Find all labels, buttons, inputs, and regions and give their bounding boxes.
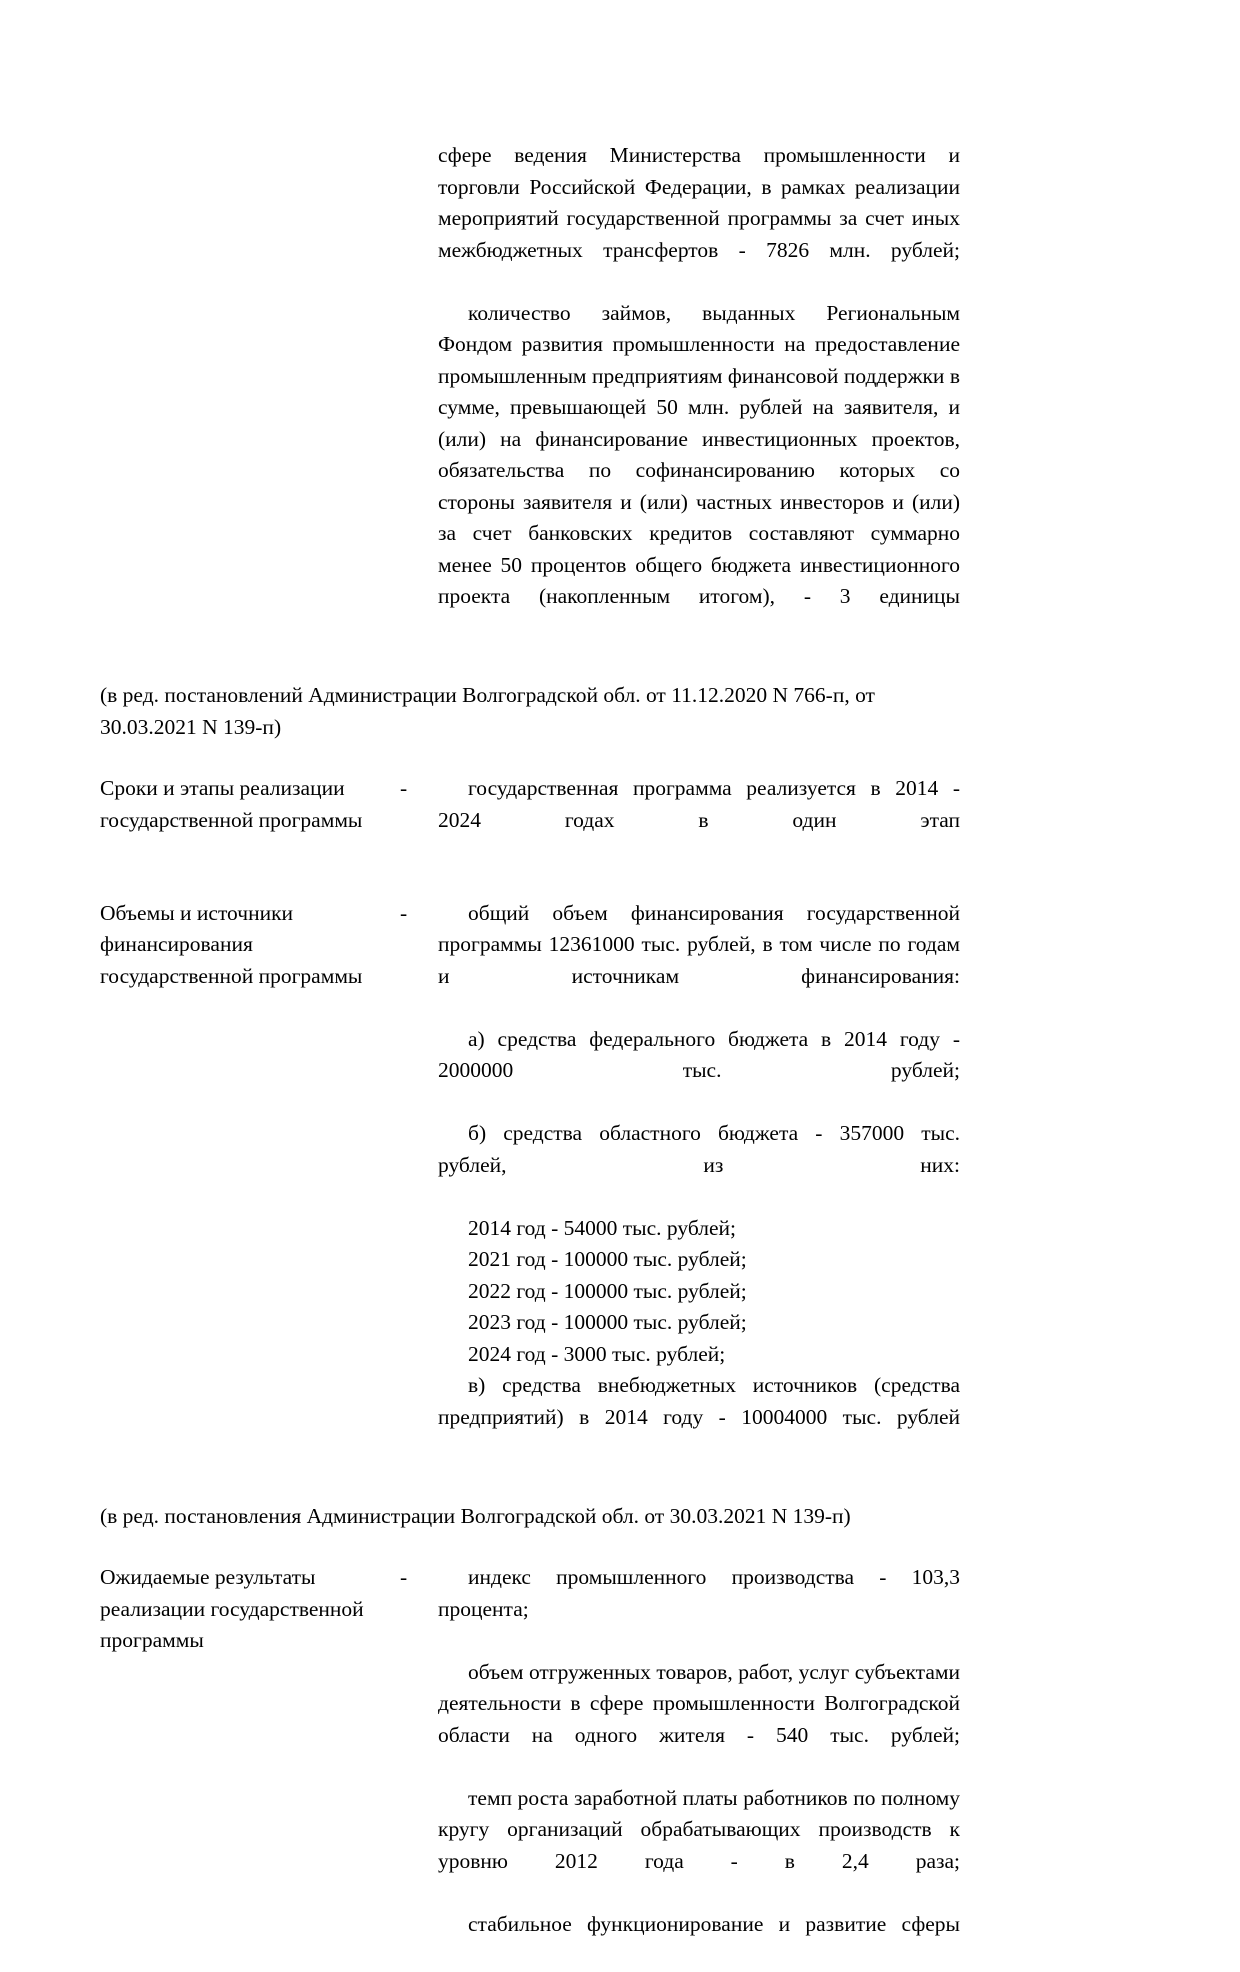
spacer-after-continued-indicator (100, 644, 960, 680)
funding-intro-text: общий объем финансирования государственной программы 12361000 тыс. рублей, в том числе по годам и источникам финансирования: (438, 900, 960, 988)
funding-volumes-dash: - (400, 900, 408, 925)
expected-result-stable-functioning: стабильное функционирование и развитие сферы (468, 1911, 960, 1936)
funding-item-b: б) средства областного бюджета - 357000 тыс. рублей, из них: (438, 1121, 960, 1177)
expected-result-industrial-index: индекс промышленного производства - 103,3 процента; (438, 1565, 960, 1621)
funding-year-2021: 2021 год - 100000 тыс. рублей; (468, 1247, 747, 1271)
expected-result-shipped-goods: объем отгруженных товаров, работ, услуг субъектами деятельности в сфере промышленности Волгоградской области на одного жителя - 540 тыс. рублей; (438, 1659, 960, 1747)
continued-indicator-paragraph-1: сфере ведения Министерства промышленности и торговли Российской Федерации, в рамках реализации мероприятий государственной программы за счет иных межбюджетных трансфертов - 7826 млн. рублей; (438, 143, 960, 262)
expected-results-dash: - (400, 1565, 408, 1589)
terms-and-stages-label: Сроки и этапы реализации государственной программы (100, 776, 363, 832)
funding-item-a: а) средства федерального бюджета в 2014 году - 2000000 тыс. рублей; (438, 1026, 960, 1082)
expected-results-row (100, 1562, 960, 1972)
funding-volumes-value (438, 898, 960, 1465)
terms-and-stages-value (438, 773, 960, 868)
funding-volumes-row (100, 898, 960, 1465)
amendment-note-1: (в ред. постановлений Администрации Волгоградской обл. от 11.12.2020 N 766-п, от 30.03.2021 N 139-п) (100, 683, 875, 739)
terms-and-stages-row (100, 773, 960, 868)
terms-and-stages-text: государственная программа реализуется в 2014 - 2024 годах в один этап (438, 776, 960, 832)
funding-year-2022: 2022 год - 100000 тыс. рублей; (468, 1278, 747, 1303)
continued-indicator-row (100, 140, 960, 644)
funding-item-v: в) средства внебюджетных источников (средства предприятий) в 2014 году - 10004000 тыс. рублей (438, 1373, 960, 1429)
spacer-after-terms (100, 868, 960, 898)
expected-results-value (438, 1562, 960, 1972)
expected-result-wage-growth: темп роста заработной платы работников по полному кругу организаций обрабатывающих производств к уровню 2012 года - в 2,4 раза; (438, 1785, 960, 1873)
funding-volumes-label: Объемы и источники финансирования государственной программы (100, 900, 363, 988)
funding-year-2024: 2024 год - 3000 тыс. рублей; (468, 1341, 726, 1366)
spacer-after-amendment-2 (100, 1532, 960, 1562)
spacer-after-amendment-1 (100, 743, 960, 773)
continued-indicator-paragraph-2: количество займов, выданных Региональным Фондом развития промышленности на предоставление промышленным предприятиям финансовой поддержки в сумме, превышающей 50 млн. рублей на заявителя, и (или) на финансирование инвестиционных проектов, обязательства по софинансированию которых со стороны заявителя и (или) частных инвесторов и (или) за счет банковских кредитов составляют суммарно менее 50 процентов общего бюджета инвестиционного проекта (накопленным итогом), - 3 единицы (438, 300, 960, 608)
document-content (100, 140, 960, 1972)
expected-results-label: Ожидаемые результаты реализации государственной программы (100, 1565, 364, 1652)
amendment-note-2: (в ред. постановления Администрации Волгоградской обл. от 30.03.2021 N 139-п) (100, 1503, 851, 1528)
funding-year-2023: 2023 год - 100000 тыс. рублей; (468, 1310, 747, 1334)
spacer-after-funding (100, 1465, 960, 1501)
terms-and-stages-dash: - (400, 776, 408, 800)
funding-year-2014: 2014 год - 54000 тыс. рублей; (468, 1215, 736, 1240)
continued-indicator-value (438, 140, 960, 644)
